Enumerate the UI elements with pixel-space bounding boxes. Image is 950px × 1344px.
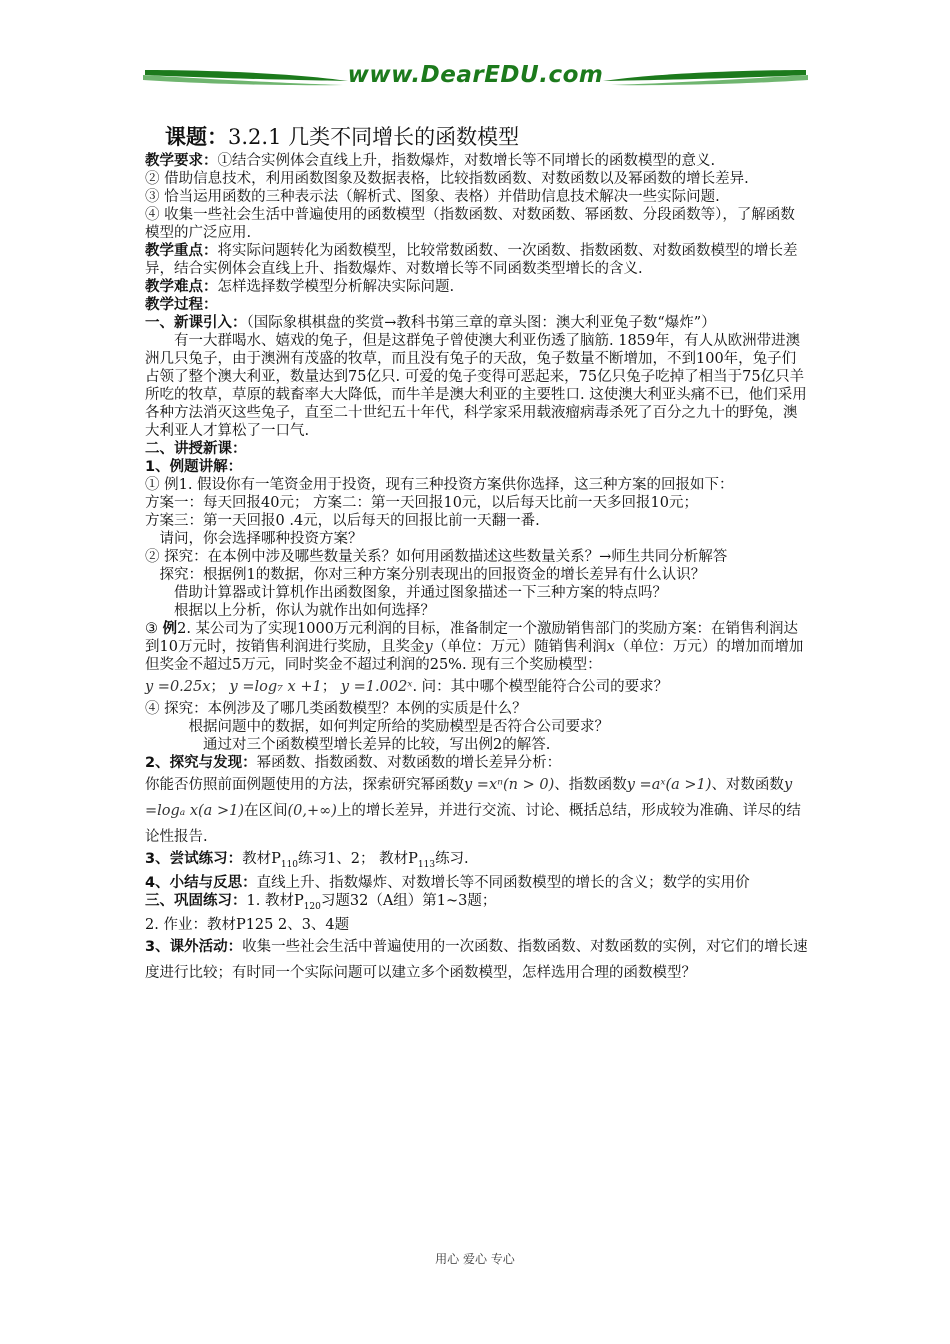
- var-x: x: [606, 639, 615, 655]
- requirements-line-2: ② 借助信息技术，利用函数图象及数据表格，比较指数函数、对数函数以及幂函数的增长差异.: [145, 171, 749, 187]
- difficulties-label: 教学难点：: [145, 279, 218, 295]
- subsection-2-heading: 2、探究与发现：幂函数、指数函数、对数函数的增长差异分析：: [145, 755, 562, 771]
- formula-interval: (0,+∞): [287, 803, 337, 819]
- requirements-line-3: ③ 恰当运用函数的三种表示法（解析式、图象、表格）并借助信息技术解决一些实际问题.: [145, 189, 720, 205]
- page-footer: 用心 爱心 专心: [435, 1252, 515, 1266]
- discovery-paragraph: 你能否仿照前面例题使用的方法，探索研究幂函数y =xⁿ(n > 0)、指数函数y =aˣ(a >1)、对数函数y =logₐ x(a >1)在区间(0,+∞)上的增长差异，并进行交流、讨论、概括总结，形成较为准确、详尽的结论性报告.: [145, 777, 801, 845]
- example-2: ③ 例2. 某公司为了实现1000万元利润的目标，准备制定一个激励销售部门的奖励方案：在销售利润达到10万元时，按销售利润进行奖励，且奖金y（单位：万元）随销售利润x（单位：万元）的增加而增加但奖金不超过5万元，同时奖金不超过利润的25%. 现有三个奖励模型：: [145, 621, 804, 673]
- rabbit-story-paragraph: 有一大群喝水、嬉戏的兔子，但是这群兔子曾使澳大利亚伤透了脑筋. 1859年，有人从欧洲带进澳洲几只兔子，由于澳洲有茂盛的牧草，而且没有兔子的天敌，兔子数量不断增加，不到100年，兔子们占领了整个澳大利亚，数量达到75亿只. 可爱的兔子变得可恶起来，75亿只兔子吃掉了相当于75亿只羊所吃的牧草，草原的载畜率大大降低，而牛羊是澳大利亚的主要牲口. 这使澳大利亚头痛不已，他们采用各种方法消灭这些兔子，直至二十世纪五十年代，科学家采用载液瘤病毒杀死了百分之九十的野兔，澳大利亚人才算松了一口气.: [145, 333, 807, 439]
- formula-exponential: y =aˣ(a >1): [626, 777, 712, 793]
- requirements-line-1: 教学要求：①结合实例体会直线上升，指数爆炸，对数增长等不同增长的函数模型的意义.: [145, 153, 716, 169]
- reward-models: y =0.25x； y =log₇ x +1； y =1.002ˣ. 问：其中哪个模型能符合公司的要求？: [145, 679, 669, 695]
- formula-power: y =xⁿ(n > 0): [464, 777, 555, 793]
- title-text: 3.2.1 几类不同增长的函数模型: [228, 125, 520, 149]
- example-1: ① 例1. 假设你有一笔资金用于投资，现有三种投资方案供你选择，这三种方案的回报如下：: [145, 477, 734, 493]
- model-log: y =log₇ x +1: [229, 679, 322, 695]
- model-exp: y =1.002ˣ: [340, 679, 413, 695]
- lesson-title: [165, 123, 808, 151]
- key-points: 教学重点：将实际问题转化为函数模型，比较常数函数、一次函数、指数函数、对数函数模型的增长差异，结合实例体会直线上升、指数爆炸、对数增长等不同函数类型增长的含义.: [145, 243, 798, 277]
- subsection-1-heading: 1、例题讲解：: [145, 459, 243, 475]
- difficulties: 教学难点：怎样选择数学模型分析解决实际问题.: [145, 279, 455, 295]
- subsection-4: 4、小结与反思：直线上升、指数爆炸、对数增长等不同函数模型的增长的含义；数学的实用价: [145, 874, 750, 891]
- explore-2b: 通过对三个函数模型增长差异的比较，写出例2的解答.: [203, 737, 551, 753]
- requirements-label: 教学要求：: [145, 153, 218, 169]
- explore-1c: 根据以上分析，你认为就作出如何选择？: [174, 603, 435, 619]
- formula-logarithm: y =logₐ x(a >1): [145, 777, 793, 819]
- explore-2: ④ 探究：本例涉及了哪几类函数模型？本例的实质是什么？: [145, 701, 527, 717]
- lesson-plan-document: [145, 123, 808, 986]
- explore-2a: 根据问题中的数据，如何判定所给的奖励模型是否符合公司要求？: [188, 719, 609, 735]
- explore-1: ② 探究：在本例中涉及哪些数量关系？如何用函数描述这些数量关系？→师生共同分析解答: [145, 549, 728, 565]
- process-heading: 教学过程：: [145, 297, 218, 313]
- site-logo[interactable]: www.DearEDU.com: [347, 62, 604, 88]
- requirements-line-4: ④ 收集一些社会生活中普遍使用的函数模型（指数函数、对数函数、幂函数、分段函数等），了解函数模型的广泛应用.: [145, 207, 795, 241]
- model-linear: y =0.25x: [145, 679, 211, 695]
- extracurricular-activity: 3、课外活动：收集一些社会生活中普遍使用的一次函数、指数函数、对数函数的实例，对它们的增长速度进行比较；有时同一个实际问题可以建立多个函数模型，怎样选用合理的函数模型？: [145, 938, 808, 981]
- section-3-heading: 三、巩固练习：1. 教材$P_{120}$习题32（A组）第1~3题；: [145, 892, 497, 912]
- section-2-heading: 二、讲授新课：: [145, 441, 247, 457]
- section-1-heading: 一、新课引入：（国际象棋棋盘的奖赏→教科书第三章的章头图：澳大利亚兔子数“爆炸”）: [145, 315, 716, 331]
- homework: 2. 作业：教材P125 2、3、4题: [145, 916, 350, 933]
- key-points-label: 教学重点：: [145, 243, 218, 259]
- plan-1-2: 方案一：每天回报40元； 方案二：第一天回报10元，以后每天比前一天多回报10元；: [145, 495, 698, 511]
- explore-1b: 借助计算器或计算机作出函数图象，并通过图象描述一下三种方案的特点吗？: [174, 585, 667, 601]
- plan-3: 方案三：第一天回报0 .4元，以后每天的回报比前一天翻一番.: [145, 513, 540, 529]
- explore-1a: 探究：根据例1的数据，你对三种方案分别表现出的回报资金的增长差异有什么认识？: [159, 567, 706, 583]
- title-label: 课题：: [165, 125, 228, 149]
- subsection-3: 3、尝试练习：教材$P_{110}$练习1、2； 教材$P_{113}$练习.: [145, 851, 469, 870]
- var-y: y: [424, 639, 433, 655]
- site-header: [143, 60, 808, 92]
- question-1: 请问，你会选择哪种投资方案？: [159, 531, 363, 547]
